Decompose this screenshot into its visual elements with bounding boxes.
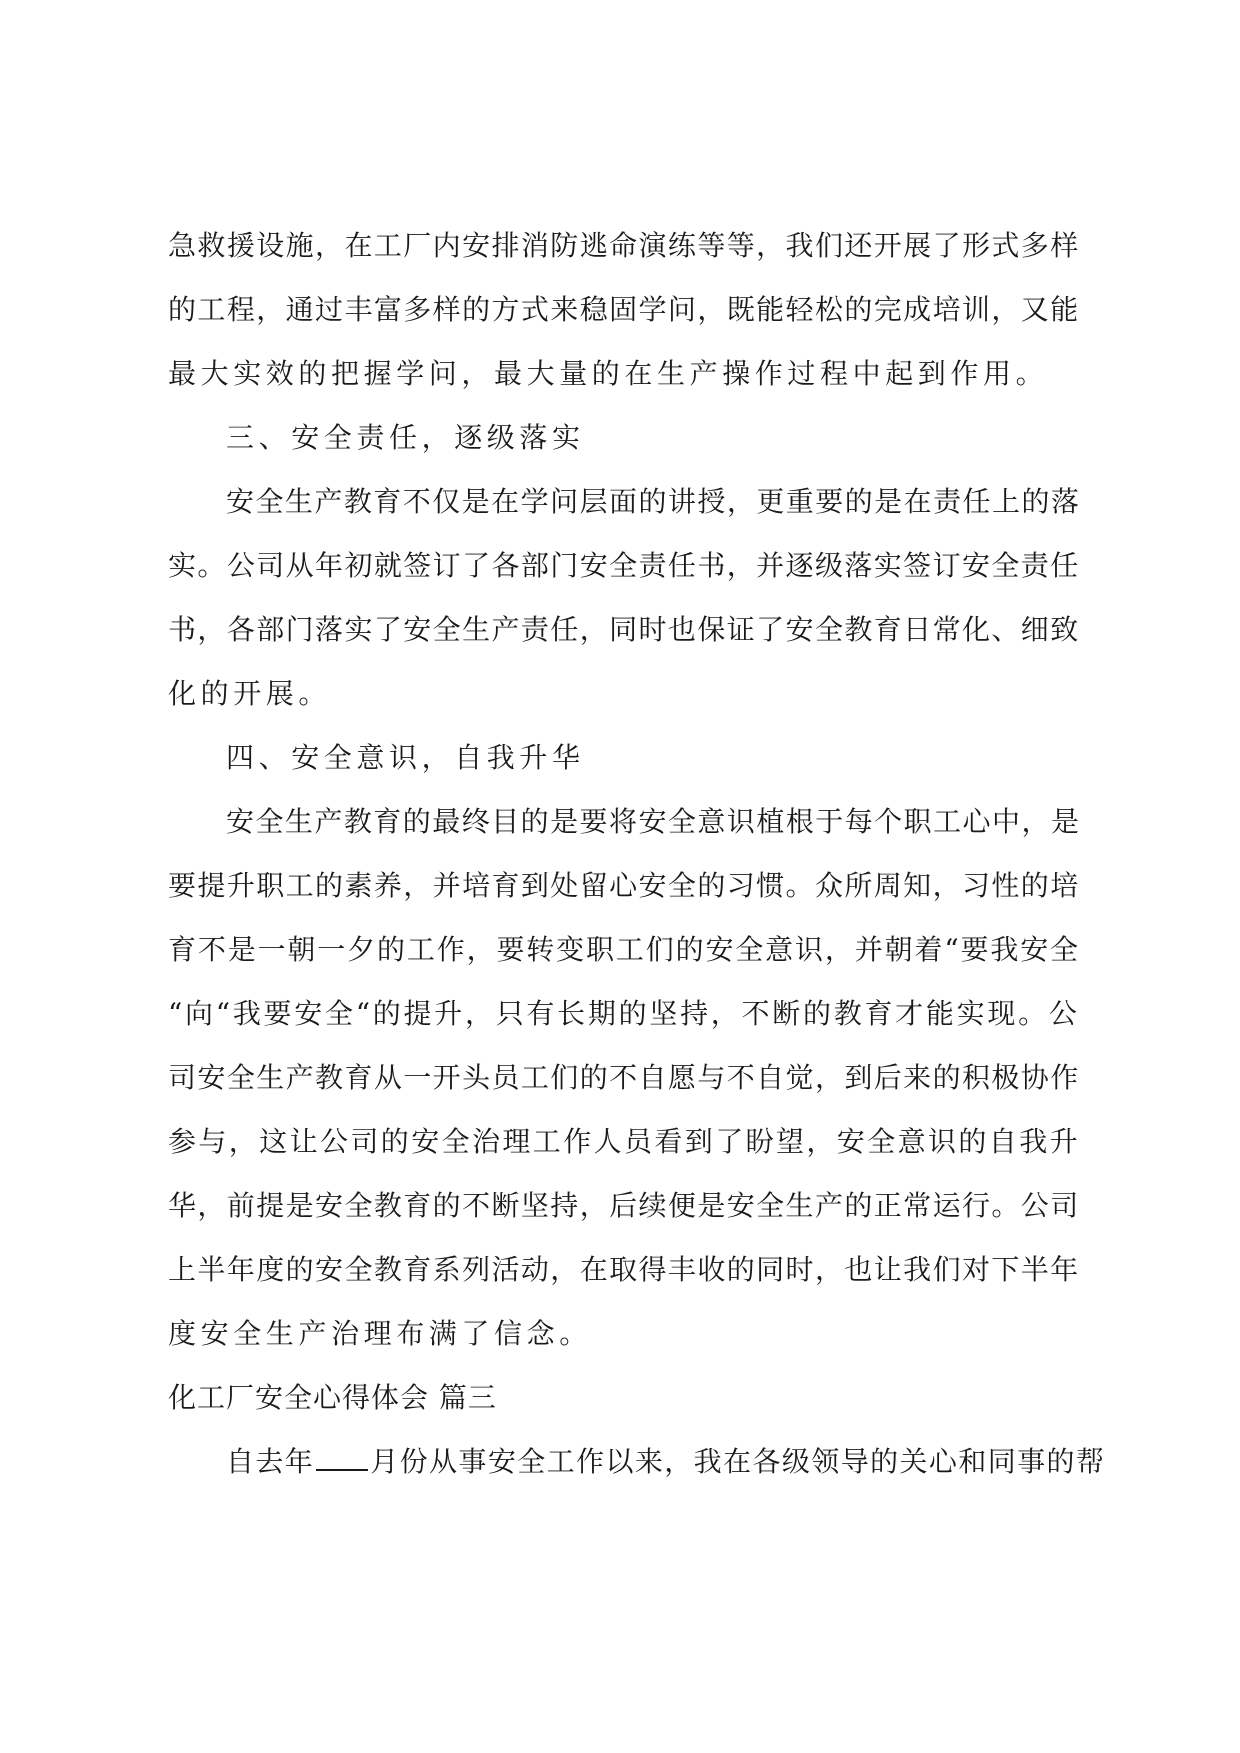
text-line: 育不是一朝一夕的工作，要转变职工们的安全意识，并朝着“要我安全 [168, 933, 1080, 966]
text-suffix: 月份从事安全工作以来，我在各级领导的关心和同事的帮 [370, 1445, 1106, 1478]
text-line: 司安全生产教育从一开头员工们的不自愿与不自觉，到后来的积极协作 [168, 1061, 1080, 1094]
text-line: 实。公司从年初就签订了各部门安全责任书，并逐级落实签订安全责任 [168, 549, 1080, 582]
text-line: 度安全生产治理布满了信念。 [168, 1317, 592, 1350]
article-title: 化工厂安全心得体会 篇三 [168, 1381, 497, 1414]
text-line: 参与，这让公司的安全治理工作人员看到了盼望，安全意识的自我升 [168, 1125, 1081, 1158]
text-line [226, 1444, 1105, 1480]
text-prefix: 自去年 [226, 1445, 315, 1478]
text-line: 急救援设施，在工厂内安排消防逃命演练等等，我们还开展了形式多样 [168, 229, 1080, 262]
section-heading: 四、安全意识，自我升华 [226, 741, 585, 774]
text-line: 安全生产教育不仅是在学问层面的讲授，更重要的是在责任上的落 [226, 485, 1081, 518]
text-line: 华，前提是安全教育的不断坚持，后续便是安全生产的正常运行。公司 [168, 1189, 1080, 1222]
text-line: 要提升职工的素养，并培育到处留心安全的习惯。众所周知，习性的培 [168, 869, 1080, 902]
text-line: 安全生产教育的最终目的是要将安全意识植根于每个职工心中，是 [226, 805, 1081, 838]
text-line: “向“我要安全“的提升，只有长期的坚持，不断的教育才能实现。公 [168, 997, 1080, 1030]
fill-in-blank [316, 1445, 368, 1471]
section-heading: 三、安全责任，逐级落实 [226, 421, 585, 454]
text-line: 书，各部门落实了安全生产责任，同时也保证了安全教育日常化、细致 [168, 613, 1080, 646]
text-line: 上半年度的安全教育系列活动，在取得丰收的同时，也让我们对下半年 [168, 1253, 1080, 1286]
text-line: 的工程，通过丰富多样的方式来稳固学问，既能轻松的完成培训，又能 [168, 293, 1080, 326]
text-line: 最大实效的把握学问，最大量的在生产操作过程中起到作用。 [168, 357, 1049, 390]
text-line: 化的开展。 [168, 677, 332, 710]
